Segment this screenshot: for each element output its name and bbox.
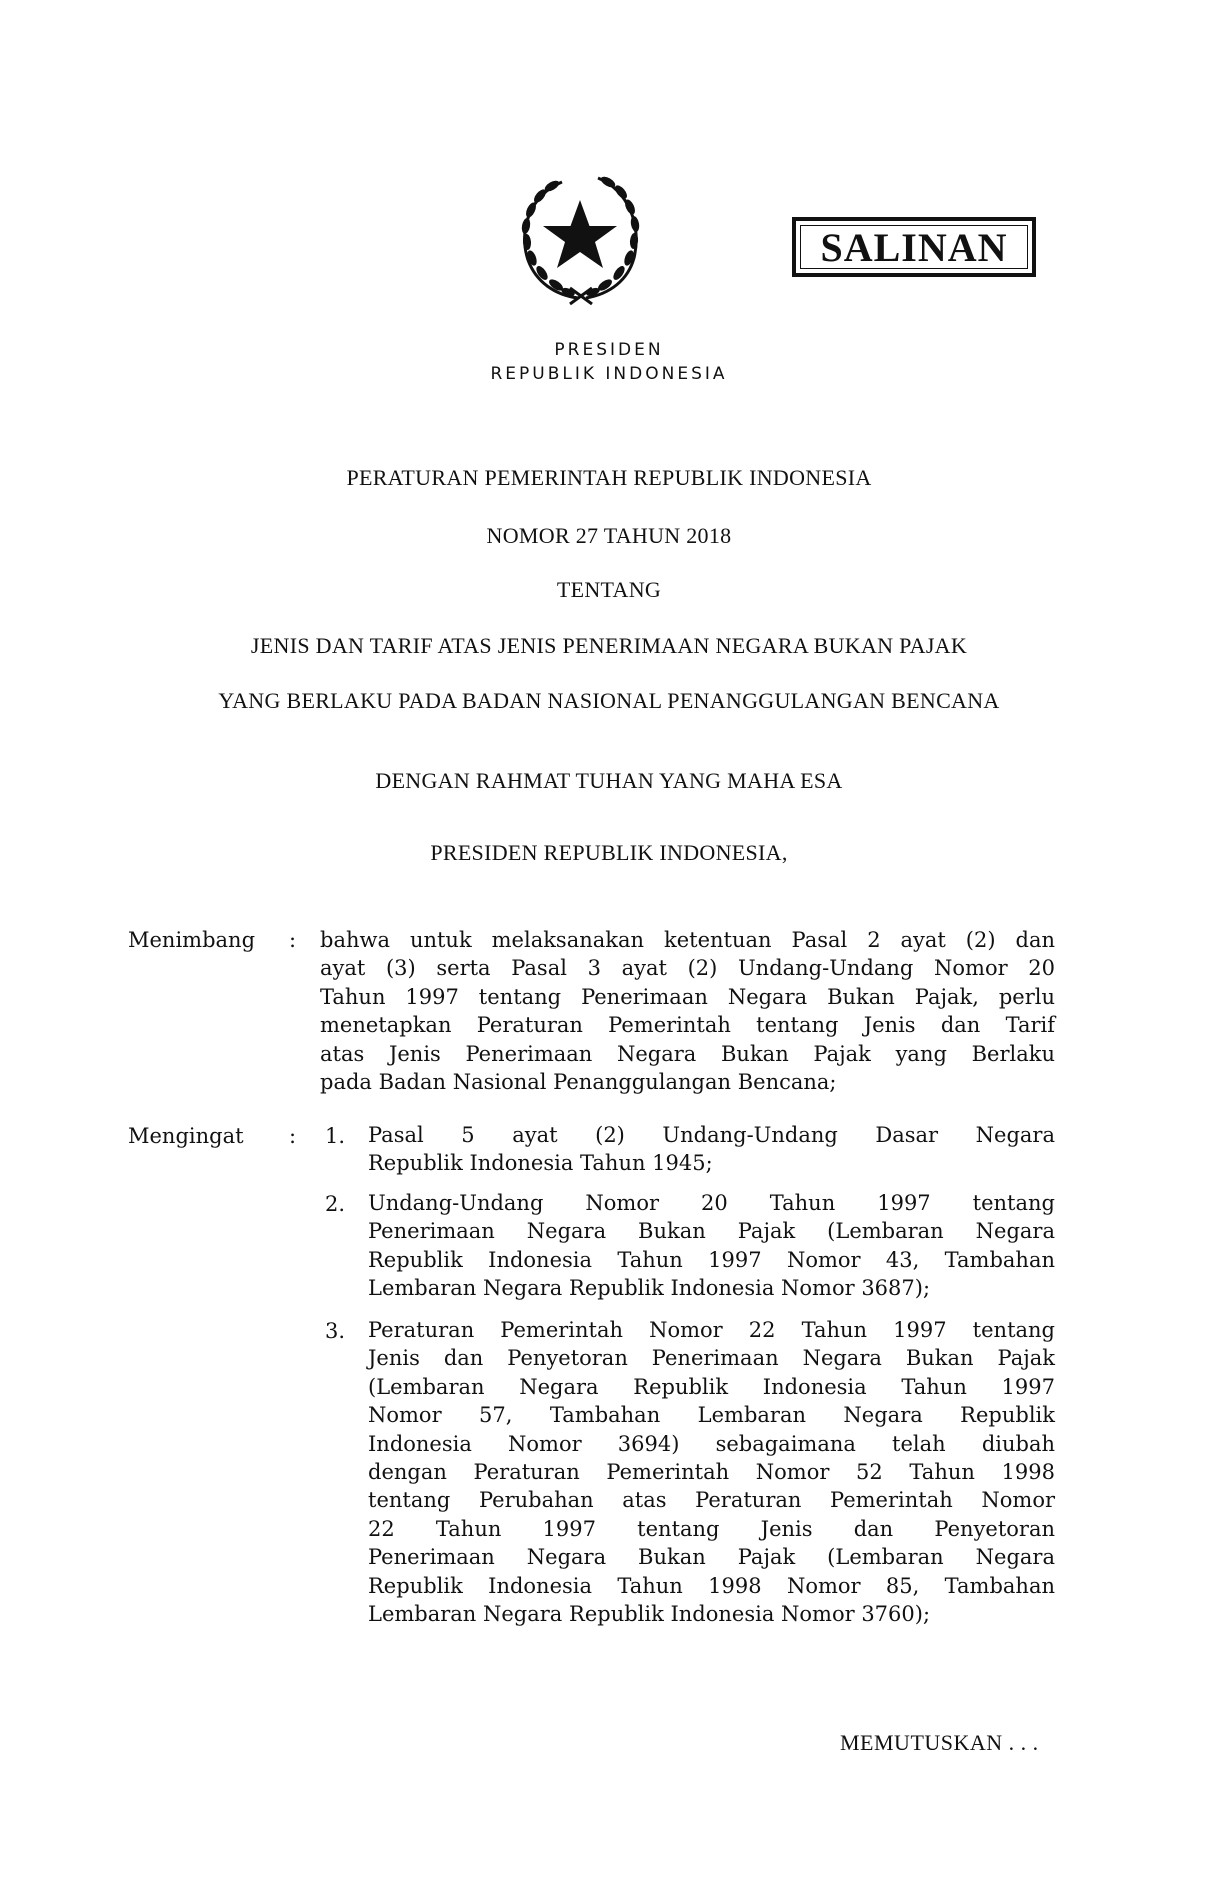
menimbang-label: Menimbang (128, 928, 256, 952)
mengingat-item-line: Penerimaan Negara Bukan Pajak (Lembaran Negara (368, 1219, 1055, 1244)
regulation-number: NOMOR 27 TAHUN 2018 (486, 523, 732, 548)
mengingat-item-line: Republik Indonesia Tahun 1997 Nomor 43, Tambahan (368, 1247, 1055, 1272)
next-page-catchword: MEMUTUSKAN . . . (840, 1730, 1039, 1755)
mengingat-item-line: Peraturan Pemerintah Nomor 22 Tahun 1997 tentang (368, 1318, 1055, 1342)
mengingat-item-line: Pasal 5 ayat (2) Undang-Undang Dasar Negara (368, 1123, 1055, 1147)
mengingat-item-line: Nomor 57, Tambahan Lembaran Negara Republik (368, 1403, 1055, 1428)
menimbang-line: ayat (3) serta Pasal 3 ayat (2) Undang-Undang Nomor 20 (320, 956, 1055, 981)
menimbang-line: atas Jenis Penerimaan Negara Bukan Pajak yang Berlaku (320, 1041, 1055, 1066)
republik-indonesia-label: REPUBLIK INDONESIA (490, 364, 728, 384)
salinan-stamp (792, 217, 1036, 277)
mengingat-item-line: tentang Perubahan atas Peraturan Pemerintah Nomor (368, 1488, 1055, 1513)
menimbang-text (320, 926, 1055, 1096)
mengingat-item-line: Republik Indonesia Tahun 1945; (368, 1151, 713, 1176)
mengingat-item-line: 22 Tahun 1997 tentang Jenis dan Penyetoran (368, 1516, 1055, 1541)
mengingat-item (368, 1121, 1055, 1178)
invocation-line: DENGAN RAHMAT TUHAN YANG MAHA ESA (375, 768, 843, 793)
menimbang-line: bahwa untuk melaksanakan ketentuan Pasal 2 ayat (2) dan (320, 928, 1055, 952)
mengingat-item (368, 1316, 1055, 1628)
menimbang-colon: : (289, 928, 297, 952)
menimbang-line: pada Badan Nasional Penanggulangan Bencana; (320, 1070, 837, 1095)
mengingat-item-line: Undang-Undang Nomor 20 Tahun 1997 tentang (368, 1191, 1055, 1215)
mengingat-item-number: 3. (325, 1319, 346, 1343)
mengingat-item (368, 1189, 1055, 1303)
regulation-title: PERATURAN PEMERINTAH REPUBLIK INDONESIA (346, 465, 872, 490)
presiden-label: PRESIDEN (554, 340, 664, 360)
mengingat-item-number: 1. (325, 1124, 346, 1148)
regulation-subject-line1: JENIS DAN TARIF ATAS JENIS PENERIMAAN NEGARA BUKAN PAJAK (250, 633, 968, 658)
mengingat-item-line: Jenis dan Penyetoran Penerimaan Negara Bukan Pajak (368, 1346, 1055, 1371)
regulation-subject-line2: YANG BERLAKU PADA BADAN NASIONAL PENANGGULANGAN BENCANA (218, 688, 1000, 713)
mengingat-item-line: Republik Indonesia Tahun 1998 Nomor 85, Tambahan (368, 1573, 1055, 1598)
mengingat-item-line: Indonesia Nomor 3694) sebagaimana telah diubah (368, 1431, 1055, 1456)
mengingat-item-line: Lembaran Negara Republik Indonesia Nomor 3687); (368, 1276, 931, 1301)
mengingat-item-line: (Lembaran Negara Republik Indonesia Tahun 1997 (368, 1374, 1055, 1399)
menimbang-line: Tahun 1997 tentang Penerimaan Negara Bukan Pajak, perlu (320, 984, 1055, 1009)
presidential-emblem-icon (500, 160, 660, 308)
president-heading: PRESIDEN REPUBLIK INDONESIA, (430, 840, 788, 865)
salinan-stamp-text: SALINAN (820, 224, 1008, 270)
mengingat-item-line: Penerimaan Negara Bukan Pajak (Lembaran Negara (368, 1545, 1055, 1570)
mengingat-item-line: dengan Peraturan Pemerintah Nomor 52 Tahun 1998 (368, 1460, 1055, 1485)
mengingat-item-number: 2. (325, 1192, 346, 1216)
menimbang-line: menetapkan Peraturan Pemerintah tentang Jenis dan Tarif (320, 1013, 1055, 1038)
mengingat-colon: : (289, 1124, 297, 1148)
tentang-heading: TENTANG (556, 577, 662, 602)
mengingat-item-line: Lembaran Negara Republik Indonesia Nomor 3760); (368, 1602, 931, 1627)
mengingat-label: Mengingat (128, 1124, 244, 1148)
